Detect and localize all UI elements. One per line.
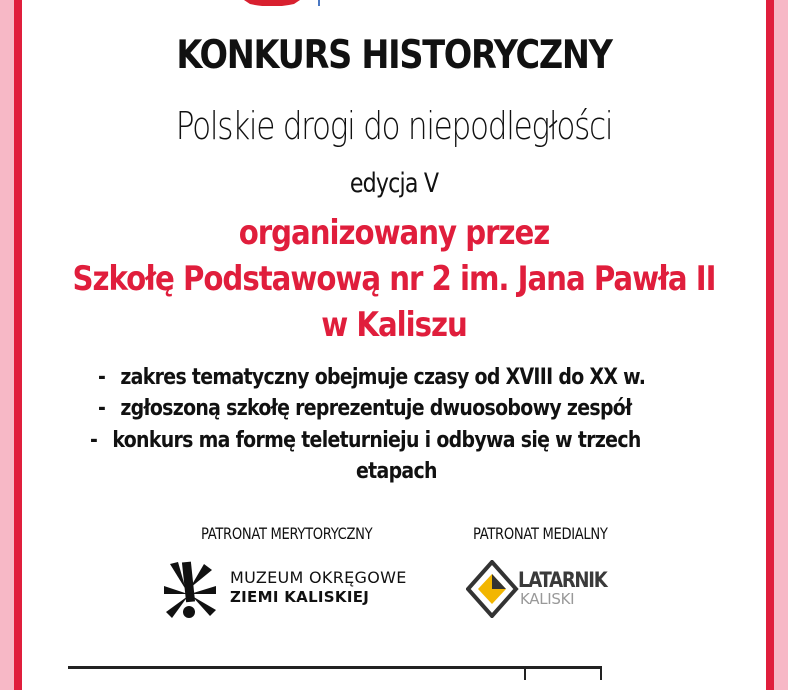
organizer-school: Szkołę Podstawową nr 2 im. Jana Pawła II xyxy=(72,259,716,299)
top-divider xyxy=(318,0,320,6)
page-subtitle: Polskie drogi do niepodległości xyxy=(175,104,613,148)
polish-eagle-emblem-icon xyxy=(244,0,300,6)
bottom-rule xyxy=(68,666,600,669)
list-item: - konkurs ma formę teleturnieju i odbywa się w trzech xyxy=(90,428,641,453)
bottom-box xyxy=(524,666,602,680)
list-item: - zgłoszoną szkołę reprezentuje dwuosobowy zespół xyxy=(98,396,632,421)
media-name-line1: LATARNIK xyxy=(518,568,607,592)
latarnik-diamond-logo-icon xyxy=(466,560,526,618)
museum-name-line1: MUZEUM OKRĘGOWE xyxy=(230,568,407,587)
substantive-patronage-label: PATRONAT MERYTORYCZNY xyxy=(201,524,373,543)
page-title: KONKURS HISTORYCZNY xyxy=(176,33,612,78)
organizer-intro: organizowany przez xyxy=(238,213,550,253)
list-item: - zakres tematyczny obejmuje czasy od XVIII do XX w. xyxy=(98,365,646,390)
media-patronage-label: PATRONAT MEDIALNY xyxy=(473,524,608,543)
museum-name-line2: ZIEMI KALISKIEJ xyxy=(230,588,370,606)
organizer-city: w Kaliszu xyxy=(321,305,467,345)
list-item-continuation: etapach xyxy=(356,459,437,484)
media-name-line2: KALISKI xyxy=(520,590,575,608)
edition-label: edycja V xyxy=(349,168,439,199)
museum-sunburst-logo-icon xyxy=(160,560,220,620)
